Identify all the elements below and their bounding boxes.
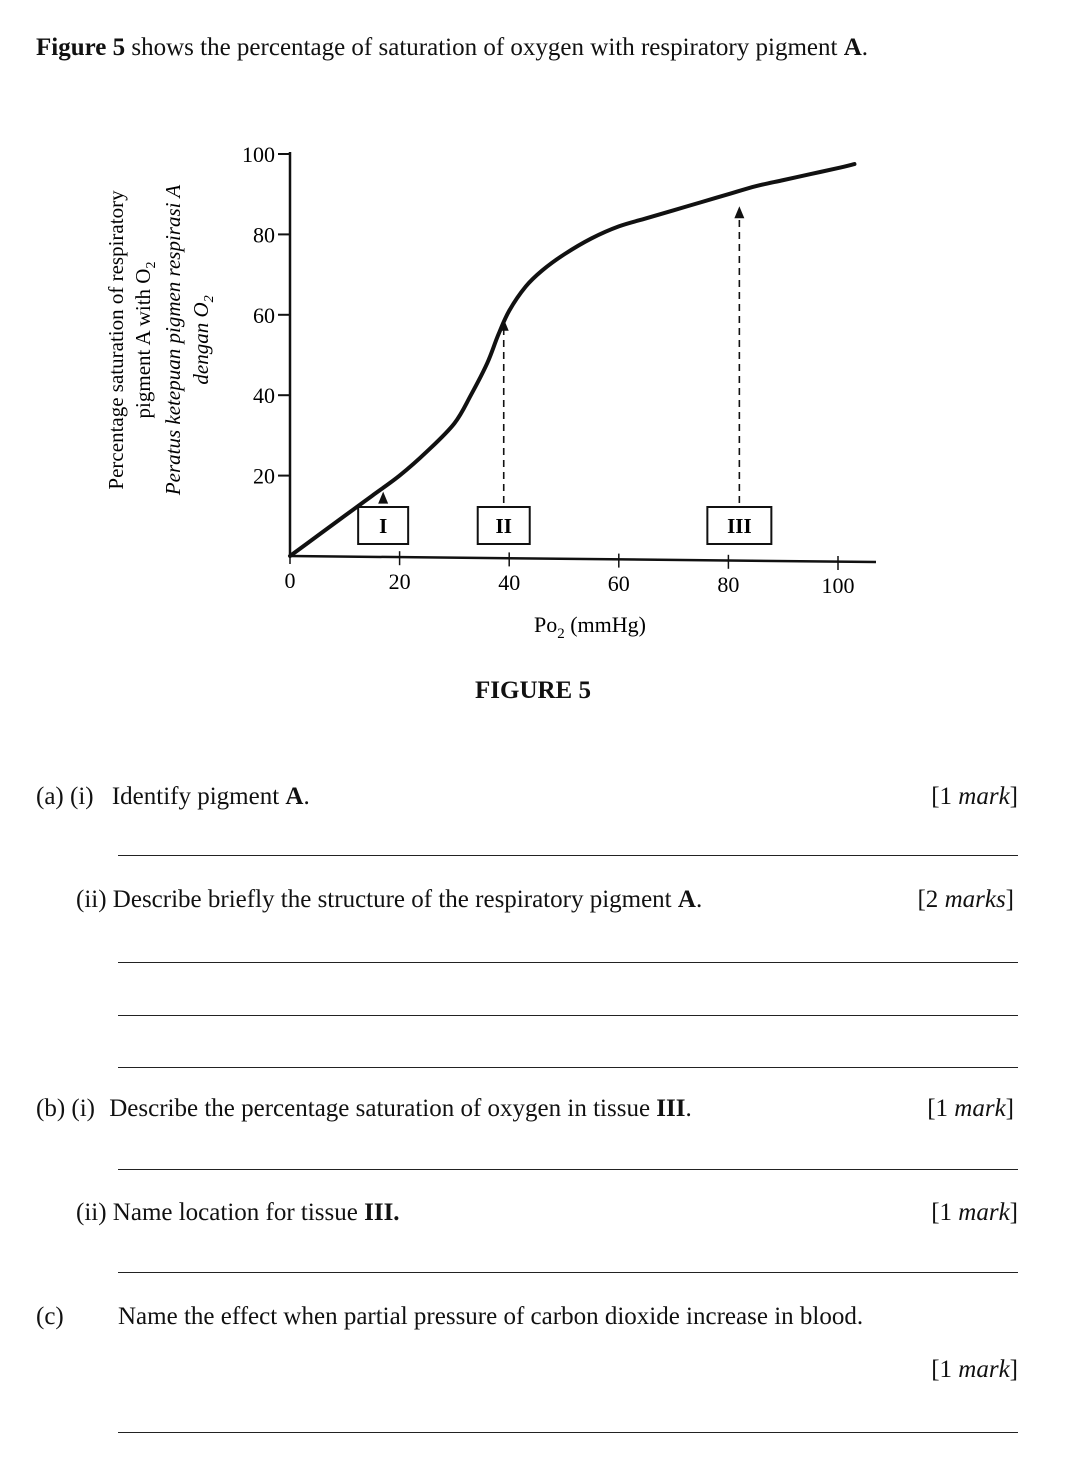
marks-c-end: ] [1009,1356,1018,1383]
marks-b-ii [931,1199,1018,1227]
marks-a-ii [917,886,1014,914]
question-b-i-bold: III [656,1095,686,1122]
question-a-ii-text: Describe briefly the structure of the respiratory pigment [106,886,678,913]
question-b-ii-label: (ii) [76,1199,107,1226]
marks-b-i [927,1095,1014,1123]
x-tick-label-40: 40 [498,570,521,595]
question-a-ii [76,886,702,914]
x-axis-line [290,556,876,562]
x-tick-label-20: 20 [388,569,411,594]
question-a-i [36,783,310,811]
question-b-ii-bold: III. [364,1199,400,1226]
marks-b-i-end: ] [1005,1095,1014,1122]
marks-a-ii-end: ] [1005,886,1014,913]
marks-b-i-word: mark [954,1095,1006,1122]
marks-b-i-num: [1 [927,1095,955,1122]
tissue-markers [358,206,771,544]
y-tick-label-100: 100 [242,142,275,167]
y-tick-label-60: 60 [253,302,275,328]
question-b-ii-text: Name location for tissue [106,1199,365,1226]
marks-a-ii-num: [2 [917,886,945,913]
marker-arrowhead-III [734,206,744,218]
question-a-ii-label: (ii) [76,886,107,913]
saturation-curve [290,164,854,556]
x-tick-label-0: 0 [284,568,296,593]
figure-caption: FIGURE 5 [475,677,591,704]
marks-c [931,1356,1018,1384]
figure-reference: Figure 5 [36,34,126,61]
intro-body: shows the percentage of saturation of oxygen with respiratory pigment [125,34,844,61]
marks-a-i-end: ] [1009,783,1018,810]
x-axis-label: $Po_2$ (mmHg) [533,612,647,642]
pigment-name: A [843,34,862,61]
intro-end: . [861,34,868,61]
marks-a-ii-word: marks [944,886,1006,913]
answer-line-b-ii[interactable] [118,1272,1018,1273]
question-c-label: (c) [36,1303,64,1330]
marker-label-III: III [727,514,752,538]
saturation-chart [0,120,1066,660]
question-a-i-bold: A [285,783,304,810]
answer-line-a-ii-1[interactable] [118,962,1018,963]
x-tick-label-60: 60 [607,571,630,596]
marks-b-ii-num: [1 [931,1199,959,1226]
marks-a-i [931,783,1018,811]
y-axis-label-line-1: Percentage saturation of respiratory [104,190,128,490]
marks-c-num: [1 [931,1356,959,1383]
marks-b-ii-word: mark [958,1199,1010,1226]
question-a-ii-bold: A [677,886,696,913]
question-c-text: Name the effect when partial pressure of carbon dioxide increase in blood. [118,1303,864,1330]
question-b-i-end: . [685,1095,692,1122]
marker-arrowhead-I [378,492,388,504]
x-tick-label-80: 80 [717,572,740,597]
question-a-i-label: (a) (i) [36,783,94,810]
marker-label-I: I [379,514,388,538]
answer-line-a-ii-3[interactable] [118,1067,1018,1068]
question-b-i-label: (b) (i) [36,1095,95,1122]
question-b-ii [76,1199,400,1227]
y-axis-label-line-3: Peratus ketepuan pigmen respirasi A [161,184,185,496]
y-tick-label-40: 40 [253,383,275,409]
y-tick-label-20: 20 [253,463,275,489]
question-b-i [36,1095,692,1123]
answer-line-a-i[interactable] [118,855,1018,856]
marks-b-ii-end: ] [1009,1199,1018,1226]
question-a-i-text: Identify pigment [111,783,286,810]
answer-line-b-i[interactable] [118,1169,1018,1170]
x-tick-label-100: 100 [821,573,855,598]
y-tick-label-80: 80 [253,222,275,248]
marks-a-i-num: [1 [931,783,959,810]
marks-c-word: mark [958,1356,1010,1383]
intro-text [36,34,868,62]
y-axis-label-group [104,185,217,496]
y-axis-label-line-2: pigment A with $O_2$ [131,261,159,419]
question-b-i-text: Describe the percentage saturation of oxygen in tissue [109,1095,657,1122]
chart-axes [290,152,876,562]
answer-line-c[interactable] [118,1432,1018,1433]
marker-label-II: II [495,514,512,538]
marks-a-i-word: mark [958,783,1010,810]
answer-line-a-ii-2[interactable] [118,1015,1018,1016]
question-a-i-end: . [303,783,310,810]
y-axis-label-line-4: dengan $O_2$ [189,295,217,385]
question-a-ii-end: . [695,886,703,913]
